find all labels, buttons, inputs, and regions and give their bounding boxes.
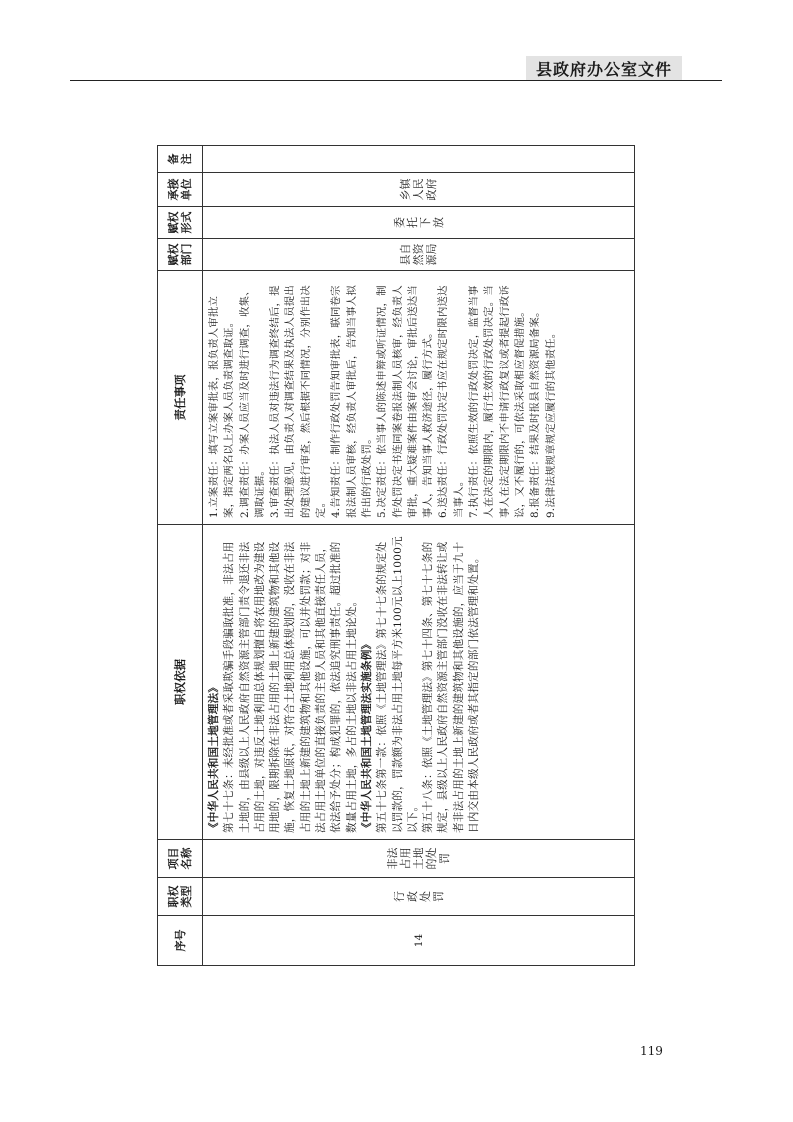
- cell-item-name: 非法占用土地的处罚: [203, 840, 635, 878]
- law1-text: 第七十七条：未经批准或者采取欺骗手段骗取批准，非法占用土地的，由县级以上人民政府自然资源主管部门责令退还非法占用的土地，对违反土地利用总体规划擅自将农用地改为建设用地的，限期拆除在非法占用的土地上新建的建筑物和其他设施，恢复土地原状，对符合土地利用总体规划的，没收在非法占用的土地上新建的建筑物和其他设施，可以并处罚款；对非法占用土地单位的直接负责的主管人员和其他直接责任人员，依法给予处分；构成犯罪的，依法追究刑事责任。超过批准的数量占用土地，多占的土地以非法占用土地论处。: [223, 541, 358, 833]
- powers-table: [157, 145, 635, 966]
- list-item: 7.执行责任：依照生效的行政处罚决定，监督当事人在决定的期限内，履行生效的行政处罚决定。当事人在法定期限内不申请行政复议或者提起行政诉讼，又不履行的，可依法采取相应督促措施。: [468, 285, 526, 518]
- list-item: 2.调查责任：办案人员应当及时进行调查，收集、调取证据。: [238, 285, 266, 518]
- cell-index: 14: [203, 916, 635, 966]
- law1-title: 《中华人民共和国土地管理法》: [208, 681, 220, 833]
- law2-text-1: 第五十七条第一款：依照《土地管理法》第七十七条的规定处以罚款的，罚款额为非法占用土地每平方米100元以上1000元以下。: [376, 536, 419, 833]
- header-power-type: 职权类型: [158, 878, 203, 916]
- header-rule: [70, 80, 722, 81]
- cell-power-type: 行政处罚: [203, 878, 635, 916]
- table-row: [203, 146, 635, 966]
- list-item: 6.送达责任：行政处罚决定书应在规定时限内送达当事人。: [437, 285, 465, 518]
- cell-grant-form: 委托下放: [203, 207, 635, 239]
- powers-table-rotated: [157, 146, 635, 966]
- header-remark: 备注: [158, 146, 203, 173]
- header-item-name: 项目名称: [158, 840, 203, 878]
- table-header-row: [158, 146, 203, 966]
- law2-text-2: 第五十八条：依照《土地管理法》第七十四条、第七十七条的规定，县级以上人民政府自然资源主管部门没收在非法转让或者非法占用的土地上新建的建筑物和其他设施的，应当于九十日内交由本级人民政府或者其指定的部门依法管理和处置。: [422, 541, 481, 833]
- page-number: 119: [640, 1044, 663, 1058]
- document-header-title: 县政府办公室文件: [526, 56, 682, 80]
- list-item: 3.审查责任：执法人员对违法行为调查终结后，提出处理意见，由负责人对调查结果及执法人员提出的建议进行审查，然后根据不同情况，分别作出决定。: [269, 285, 328, 518]
- cell-basis: [203, 525, 635, 840]
- cell-remark: [203, 146, 635, 173]
- list-item: 1.立案责任：填写立案审批表，报负责人审批立案，指定两名以上办案人员负责调查取证。: [208, 295, 236, 518]
- header-undertaker: 承接单位: [158, 173, 203, 207]
- cell-grant-dept: 县自然资源局: [203, 239, 635, 271]
- cell-undertaker: 乡镇人民政府: [203, 173, 635, 207]
- list-item: 8.报备责任：结果及时报县自然资源局备案。: [529, 306, 542, 518]
- list-item: 9.法律法规规章规定应履行的其他责任。: [544, 327, 557, 518]
- header-grant-form: 赋权形式: [158, 207, 203, 239]
- list-item: 4.告知责任：制作行政处罚告知审批表，联同卷宗报法制人员审核，经负责人审批后，告知当事人拟作出的行政处罚。: [330, 285, 373, 518]
- cell-responsibilities: [203, 271, 635, 525]
- header-responsibilities: 责任事项: [158, 271, 203, 525]
- header-basis: 职权依据: [158, 525, 203, 840]
- header-grant-dept: 赋权部门: [158, 239, 203, 271]
- law2-title: 《中华人民共和国土地管理法实施条例》: [360, 638, 373, 833]
- list-item: 5.决定责任：依当事人的陈述申辩或听证情况，制作处罚决定书连同案卷报法制人员核审，经负责人审批，重大疑难案件由案审会讨论，审批后送达当事人，告知当事人救济途径，履行方式。: [376, 285, 435, 518]
- header-index: 序号: [158, 916, 203, 966]
